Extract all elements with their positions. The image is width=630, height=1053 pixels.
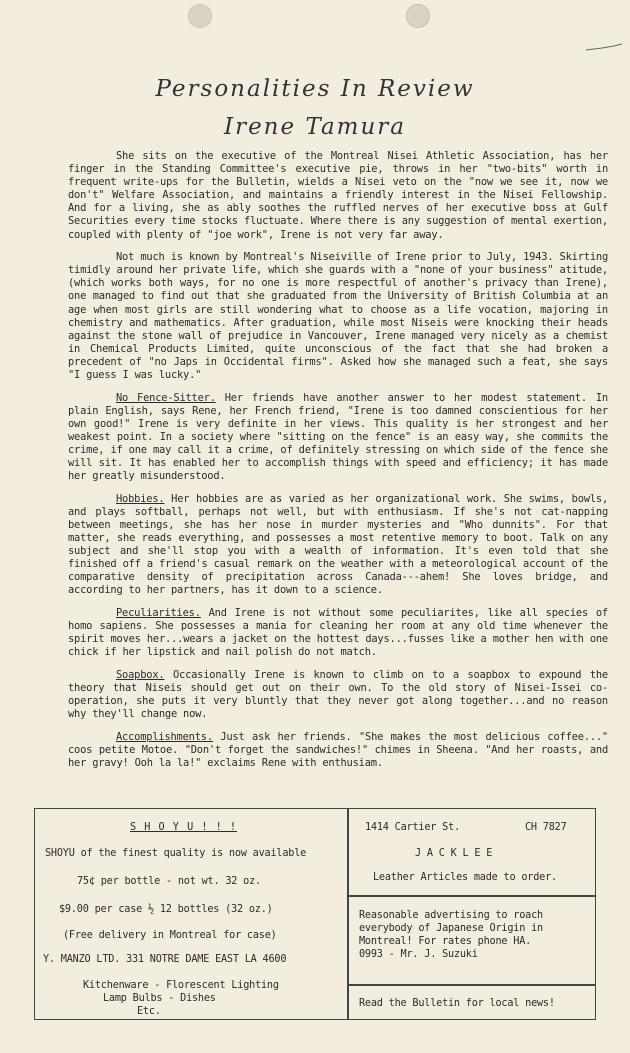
section-label: Accomplishments. — [116, 730, 213, 743]
section-text: Occasionally Irene is known to climb on to a soapbox to expound the theory that Niseis should get out on their own. To the old story of Nisei-Issei co-operation, she puts it very bluntly that they never got along together...and no reason why they'll change now. — [68, 668, 608, 721]
article-paragraph: Not much is known by Montreal's Niseiville of Irene prior to July, 1943. Skirting timidly around her private life, which she guards with a "none of your business" atitude, (which works both ways, for no one is more respectful of another's privacy than Irene), one managed to find out that she graduated from the University of British Columbia at an age when most girls are still wondering what to choose as a life vocation, majoring in chemistry and mathematics. After graduation, while most Niseis were knocking their heads against the stone wall of prejudice in Vancouver, Irene managed very nicely as a chemist in Chemical Products Limited, quite unconscious of the fact that she had broken a precedent of "no Japs in Occidental firms". Asked how she managed such a feat, she says "I guess I was lucky." — [68, 251, 608, 381]
article-paragraph — [68, 669, 608, 721]
shoyu-products: Kitchenware - Florescent Lighting — [83, 980, 279, 991]
shoyu-case-price: $9.00 per case ½ 12 bottles (32 oz.) — [59, 904, 273, 915]
section-label: No Fence-Sitter. — [116, 391, 216, 404]
section-label: Soapbox. — [116, 668, 165, 681]
punch-hole — [406, 4, 430, 28]
jack-address: 1414 Cartier St. — [365, 822, 460, 833]
advertisement-box — [34, 808, 596, 1020]
pen-mark — [584, 40, 624, 54]
shoyu-products: Etc. — [137, 1006, 161, 1017]
jack-name: J A C K L E E — [415, 848, 493, 859]
divider — [348, 984, 595, 986]
advert-line: Montreal! For rates phone HA. — [359, 936, 532, 947]
advert-contact: 0993 - Mr. J. Suzuki — [359, 949, 478, 960]
divider — [347, 809, 349, 1019]
divider — [348, 895, 595, 897]
shoyu-price: 75¢ per bottle - not wt. 32 oz. — [77, 876, 261, 887]
page-subtitle: Irene Tamura — [223, 114, 407, 140]
bulletin-note: Read the Bulletin for local news! — [359, 998, 555, 1009]
section-text: Her hobbies are as varied as her organizational work. She swims, bowls, and plays softball, perhaps not well, but with enthusiasm. If she's not cat-napping between meetings, she has her nose in murder mysteries and "Who dunnits". For that matter, she reads everything, and possesses a most retentive memory to boot. Talk on any subject and she'll stop you with a wealth of information. It's even told that she finished off a friend's casual remark on the weather with a meteorological account of the comparative density of precipitation across Canada---ahem! She loves bridge, and according to her partners, has it down to a science. — [68, 492, 608, 597]
shoyu-line: SHOYU of the finest quality is now available — [45, 848, 307, 859]
advert-line: Reasonable advertising to roach — [359, 910, 543, 921]
page-title: Personalities In Review — [155, 76, 475, 102]
shoyu-delivery: (Free delivery in Montreal for case) — [63, 930, 277, 941]
section-text: And Irene is not without some peculiarites, like all species of homo sapiens. She possesses a mania for cleaning her room at any old time whenever the spirit moves her...wears a jacket on the hottest days...fusses like a mother hen with one chick if her lipstick and nail polish do not match. — [68, 607, 608, 659]
punch-hole — [188, 4, 212, 28]
article-paragraph — [68, 731, 608, 770]
shoyu-address: Y. MANZO LTD. 331 NOTRE DAME EAST LA 4600 — [43, 954, 287, 965]
section-text: Just ask her friends. "She makes the most delicious coffee..." coos petite Motoe. "Don't forget the sandwiches!" chimes in Sheena. "And her roasts, and her gravy! Ooh la la!" exclaims Rene with enthusiam. — [68, 730, 608, 769]
advert-line: everybody of Japanese Origin in — [359, 923, 543, 934]
jack-phone: CH 7827 — [525, 822, 567, 833]
shoyu-heading: S H O Y U ! ! ! — [130, 822, 238, 833]
article-paragraph: She sits on the executive of the Montreal Nisei Athletic Association, has her finger in the Standing Committee's executive pie, throws in her "two-bits" worth in frequent write-ups for the Bulletin, wields a Nisei veto on the "now we see it, now we don't" Welfare Association, and maintains a friendly interest in the Nisei Fellowship. And for a living, she as ably soothes the ruffled nerves of her executive boss at Gulf Securities every time stocks fluctuate. Where there is any suggestion of mental exertion, coupled with plenty of "joe work", Irene is not very far away. — [68, 150, 608, 241]
section-text: Her friends have another answer to her modest statement. In plain English, says Rene, her French friend, "Irene is too damned conscientious for her own good!" Irene is very definite in her views. This quality is her strongest and her weakest point. In a society where "sitting on the fence" is an easy way, she commits the crime, if one may call it a crime, of definitely stressing on which side of the fence she will sit. It has enabled her to accomplish things with speed and efficiency; it has made her greatly misunderstood. — [68, 391, 608, 483]
section-label: Peculiarities. — [116, 607, 201, 619]
article-paragraph — [68, 392, 608, 484]
section-label: Hobbies. — [116, 492, 165, 505]
jack-description: Leather Articles made to order. — [373, 872, 557, 883]
shoyu-products: Lamp Bulbs - Dishes — [103, 993, 216, 1004]
article-paragraph — [68, 607, 608, 659]
article-body — [68, 150, 608, 780]
article-paragraph — [68, 493, 608, 598]
